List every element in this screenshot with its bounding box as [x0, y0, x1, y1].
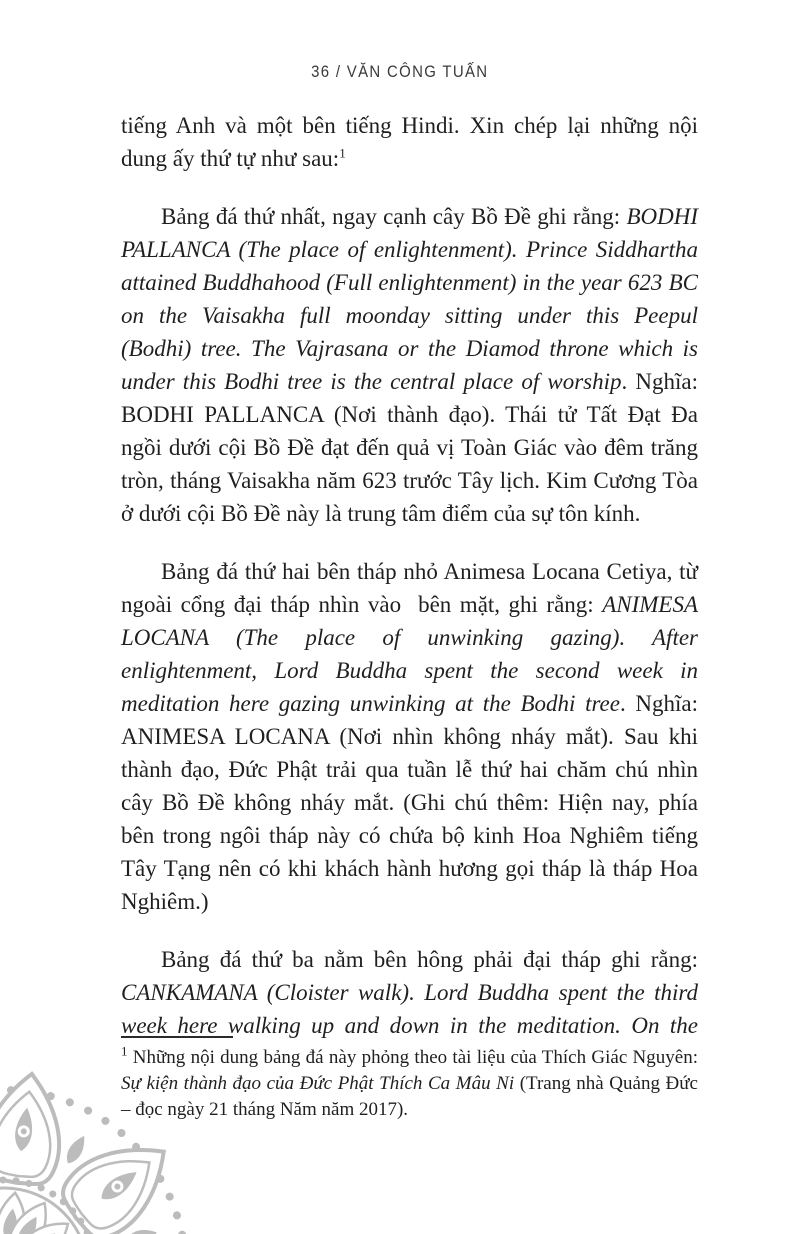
- paragraph: [121, 555, 698, 918]
- running-header: [0, 62, 800, 82]
- body-text: [121, 109, 698, 1042]
- text-run: CANKAMANA (Cloister walk). Lord Buddha spent the third week here walking up and down in the meditation. On the: [121, 980, 698, 1038]
- text-run: Bảng đá thứ hai bên tháp nhỏ Animesa Locana Cetiya, từ ngoài cổng đại tháp nhìn vào bên mặt, ghi rằng:: [121, 559, 698, 617]
- text-run: Những nội dung bảng đá này phỏng theo tài liệu của Thích Giác Nguyên:: [127, 1047, 698, 1068]
- paragraph: [121, 200, 698, 530]
- footnote-rule: [121, 1036, 233, 1038]
- page-number-and-author: 36 / VĂN CÔNG TUẤN: [311, 62, 489, 81]
- footnote-reference: 1: [339, 145, 346, 161]
- text-run: BODHI PALLANCA (The place of enlightenment). Prince Siddhartha attained Buddhahood (Full enlightenment) in the year 623 BC on the Vaisakha full moonday sitting under this Peepul (Bodhi) tree. The Vajrasana or the Diamod throne which is under this Bodhi tree is the central place of worship: [121, 204, 698, 394]
- mandala-ornament-icon: [0, 1060, 230, 1234]
- text-run: (Trang nhà Quảng Đức – đọc ngày 21 tháng Năm năm 2017).: [121, 1073, 698, 1120]
- paragraph: [121, 943, 698, 1042]
- text-run: . Nghĩa: BODHI PALLANCA (Nơi thành đạo). Thái tử Tất Đạt Đa ngồi dưới cội Bồ Đề đạt đến quả vị Toàn Giác vào đêm trăng tròn, tháng Vaisakha năm 623 trước Tây lịch. Kim Cương Tòa ở dưới cội Bồ Đề này là trung tâm điểm của sự tôn kính.: [121, 369, 698, 526]
- text-run: Bảng đá thứ ba nằm bên hông phải đại tháp ghi rằng:: [161, 947, 698, 972]
- paragraph: [121, 109, 698, 175]
- text-run: Sự kiện thành đạo của Đức Phật Thích Ca Mâu Ni: [121, 1073, 515, 1094]
- text-run: Bảng đá thứ nhất, ngay cạnh cây Bồ Đề ghi rằng:: [161, 204, 627, 229]
- text-run: tiếng Anh và một bên tiếng Hindi. Xin chép lại những nội dung ấy thứ tự như sau:: [121, 113, 698, 171]
- text-run: . Nghĩa: ANIMESA LOCANA (Nơi nhìn không nháy mắt). Sau khi thành đạo, Đức Phật trải qua tuần lễ thứ hai chăm chú nhìn cây Bồ Đề không nháy mắt. (Ghi chú thêm: Hiện nay, phía bên trong ngôi tháp này có chứa bộ kinh Hoa Nghiêm tiếng Tây Tạng nên có khi khách hành hương gọi tháp là tháp Hoa Nghiêm.): [121, 691, 698, 914]
- text-run: ANIMESA LOCANA (The place of unwinking gazing). After enlightenment, Lord Buddha spent the second week in meditation here gazing unwinking at the Bodhi tree: [121, 592, 698, 716]
- footnote-reference: 1: [121, 1043, 128, 1059]
